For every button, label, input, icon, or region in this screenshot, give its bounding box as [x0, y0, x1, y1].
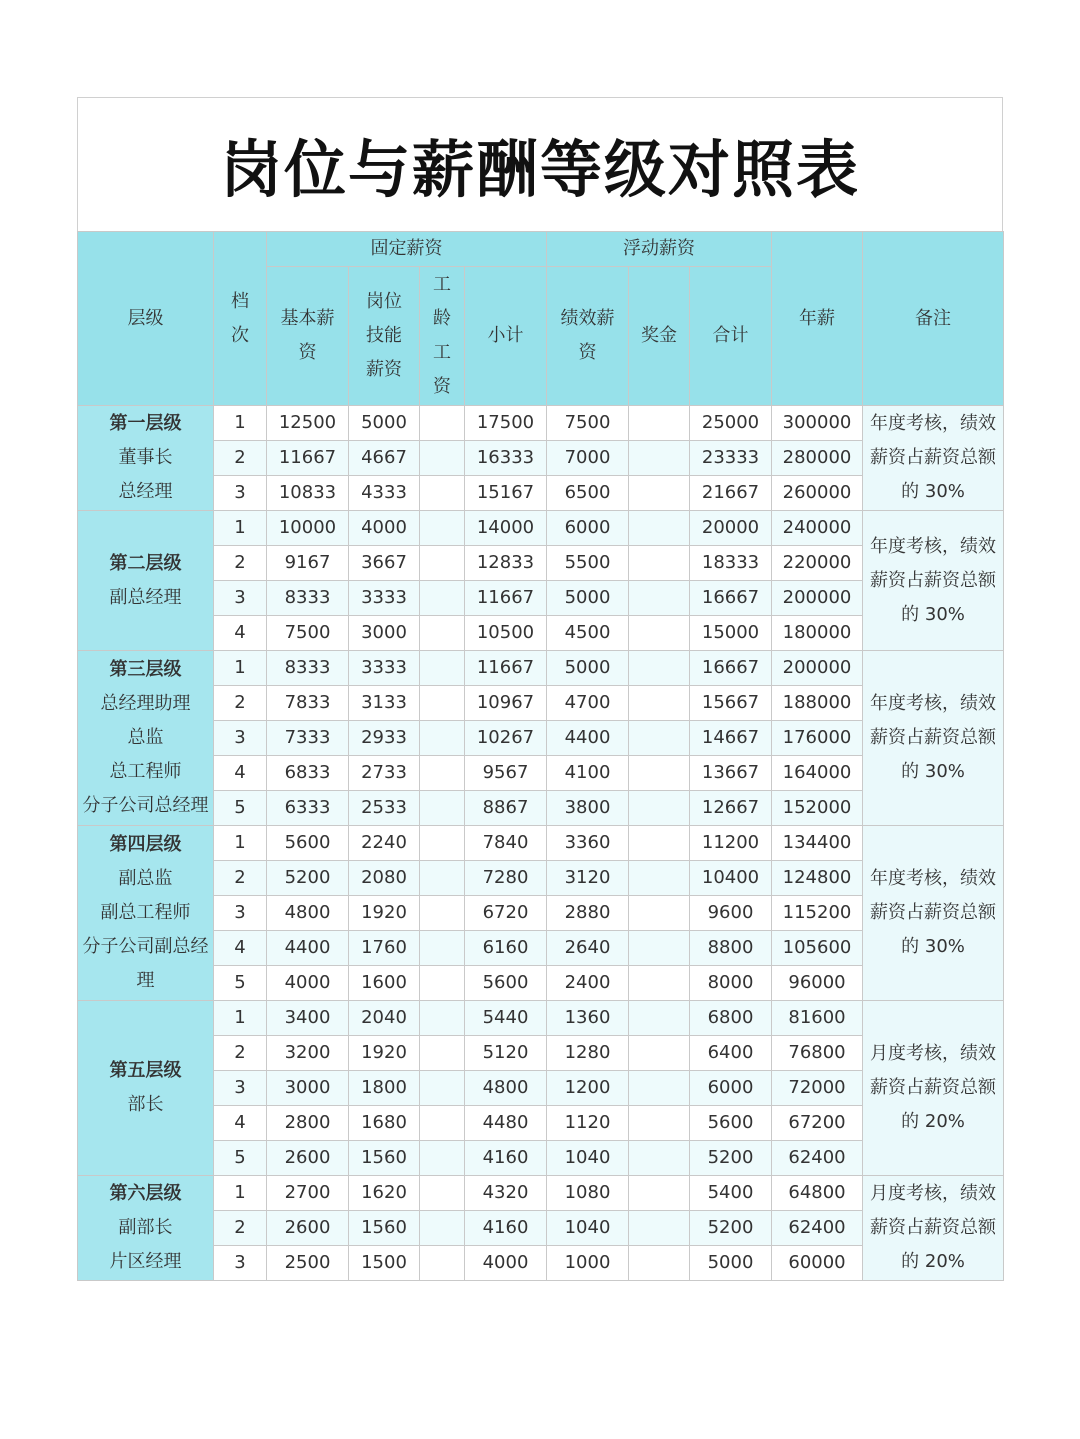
- cell-subtotal: 10500: [465, 616, 547, 651]
- cell-annual: 60000: [772, 1246, 863, 1281]
- cell-grade: 2: [214, 1036, 267, 1071]
- cell-perf: 4700: [547, 686, 629, 721]
- cell-annual: 62400: [772, 1141, 863, 1176]
- cell-total: 6400: [690, 1036, 772, 1071]
- cell-annual: 152000: [772, 791, 863, 826]
- cell-skill: 4667: [349, 441, 420, 476]
- cell-skill: 1560: [349, 1211, 420, 1246]
- cell-perf: 1280: [547, 1036, 629, 1071]
- cell-grade: 1: [214, 826, 267, 861]
- cell-annual: 300000: [772, 406, 863, 441]
- tier-level-cell: [78, 651, 214, 826]
- cell-subtotal: 4160: [465, 1141, 547, 1176]
- tier-title: 第五层级: [109, 1060, 182, 1081]
- cell-grade: 3: [214, 896, 267, 931]
- cell-total: 15667: [690, 686, 772, 721]
- header-grade: [214, 232, 267, 406]
- cell-subtotal: 4320: [465, 1176, 547, 1211]
- cell-grade: 1: [214, 406, 267, 441]
- cell-subtotal: 11667: [465, 581, 547, 616]
- cell-total: 5400: [690, 1176, 772, 1211]
- cell-seniority: [420, 1036, 465, 1071]
- cell-perf: 1000: [547, 1246, 629, 1281]
- header-total: 合计: [690, 267, 772, 406]
- cell-perf: 7000: [547, 441, 629, 476]
- header-perf-line: 绩效薪: [560, 308, 615, 329]
- cell-base: 4800: [267, 896, 349, 931]
- header-skill: [349, 267, 420, 406]
- cell-base: 5600: [267, 826, 349, 861]
- cell-bonus: [629, 1036, 690, 1071]
- cell-total: 10400: [690, 861, 772, 896]
- cell-seniority: [420, 1001, 465, 1036]
- cell-skill: 1680: [349, 1106, 420, 1141]
- cell-base: 7333: [267, 721, 349, 756]
- cell-grade: 4: [214, 756, 267, 791]
- table-row: [78, 826, 1004, 861]
- tier-title: 第二层级: [109, 552, 182, 574]
- cell-bonus: [629, 861, 690, 896]
- cell-grade: 4: [214, 1106, 267, 1141]
- cell-subtotal: 8867: [465, 791, 547, 826]
- cell-base: 6333: [267, 791, 349, 826]
- cell-perf: 6500: [547, 476, 629, 511]
- cell-subtotal: 4000: [465, 1246, 547, 1281]
- cell-bonus: [629, 1106, 690, 1141]
- cell-grade: 1: [214, 511, 267, 546]
- cell-subtotal: 10967: [465, 686, 547, 721]
- cell-seniority: [420, 826, 465, 861]
- cell-perf: 2640: [547, 931, 629, 966]
- cell-base: 3200: [267, 1036, 349, 1071]
- tier-note: 月度考核，绩效薪资占薪资总额的 20%: [863, 1001, 1004, 1176]
- table-row: [78, 406, 1004, 441]
- cell-subtotal: 10267: [465, 721, 547, 756]
- header-perf-line: 资: [578, 342, 597, 363]
- cell-annual: 188000: [772, 686, 863, 721]
- cell-bonus: [629, 1176, 690, 1211]
- cell-skill: 3133: [349, 686, 420, 721]
- cell-total: 14667: [690, 721, 772, 756]
- cell-seniority: [420, 1246, 465, 1281]
- cell-bonus: [629, 616, 690, 651]
- header-subtotal: 小计: [465, 267, 547, 406]
- tier-position: 副总经理: [109, 586, 182, 608]
- title-box: [77, 97, 1003, 231]
- table-row: [78, 1176, 1004, 1211]
- cell-annual: 180000: [772, 616, 863, 651]
- cell-total: 5000: [690, 1246, 772, 1281]
- header-skill-line: 岗位: [366, 291, 402, 312]
- header-base-line: 基本薪: [280, 308, 335, 329]
- cell-total: 16667: [690, 581, 772, 616]
- tier-position: 总经理: [118, 481, 173, 502]
- cell-base: 2600: [267, 1141, 349, 1176]
- cell-annual: 67200: [772, 1106, 863, 1141]
- tier-note: 年度考核，绩效薪资占薪资总额的 30%: [863, 511, 1004, 651]
- table-row: [78, 651, 1004, 686]
- cell-base: 3400: [267, 1001, 349, 1036]
- cell-annual: 200000: [772, 651, 863, 686]
- cell-skill: 1920: [349, 896, 420, 931]
- cell-skill: 2533: [349, 791, 420, 826]
- tier-level-cell: [78, 511, 214, 651]
- cell-base: 2500: [267, 1246, 349, 1281]
- tier-title: 第四层级: [109, 834, 182, 855]
- cell-bonus: [629, 721, 690, 756]
- cell-grade: 3: [214, 581, 267, 616]
- cell-total: 9600: [690, 896, 772, 931]
- tier-note: 年度考核，绩效薪资占薪资总额的 30%: [863, 826, 1004, 1001]
- cell-base: 7833: [267, 686, 349, 721]
- cell-grade: 3: [214, 1246, 267, 1281]
- cell-perf: 7500: [547, 406, 629, 441]
- cell-seniority: [420, 581, 465, 616]
- cell-perf: 1080: [547, 1176, 629, 1211]
- cell-total: 12667: [690, 791, 772, 826]
- cell-total: 20000: [690, 511, 772, 546]
- header-fixed-group: 固定薪资: [267, 232, 547, 267]
- cell-grade: 2: [214, 861, 267, 896]
- cell-annual: 124800: [772, 861, 863, 896]
- cell-skill: 2733: [349, 756, 420, 791]
- cell-base: 4400: [267, 931, 349, 966]
- cell-grade: 4: [214, 931, 267, 966]
- cell-bonus: [629, 581, 690, 616]
- cell-base: 9167: [267, 546, 349, 581]
- cell-bonus: [629, 931, 690, 966]
- cell-subtotal: 5120: [465, 1036, 547, 1071]
- cell-base: 2800: [267, 1106, 349, 1141]
- cell-base: 10000: [267, 511, 349, 546]
- cell-base: 5200: [267, 861, 349, 896]
- cell-skill: 1500: [349, 1246, 420, 1281]
- tier-level-cell: [78, 406, 214, 511]
- tier-title: 第六层级: [109, 1183, 182, 1204]
- header-perf: [547, 267, 629, 406]
- cell-annual: 62400: [772, 1211, 863, 1246]
- cell-annual: 176000: [772, 721, 863, 756]
- cell-perf: 1040: [547, 1211, 629, 1246]
- cell-total: 18333: [690, 546, 772, 581]
- cell-subtotal: 9567: [465, 756, 547, 791]
- cell-grade: 2: [214, 686, 267, 721]
- cell-total: 5200: [690, 1211, 772, 1246]
- header-annual: 年薪: [772, 232, 863, 406]
- cell-subtotal: 5600: [465, 966, 547, 1001]
- cell-seniority: [420, 966, 465, 1001]
- cell-total: 15000: [690, 616, 772, 651]
- tier-position: 副总工程师: [100, 902, 191, 923]
- cell-bonus: [629, 1211, 690, 1246]
- tier-title: 第三层级: [109, 659, 182, 680]
- cell-annual: 240000: [772, 511, 863, 546]
- cell-perf: 5000: [547, 581, 629, 616]
- cell-annual: 72000: [772, 1071, 863, 1106]
- cell-total: 11200: [690, 826, 772, 861]
- cell-skill: 2040: [349, 1001, 420, 1036]
- cell-bonus: [629, 441, 690, 476]
- cell-grade: 1: [214, 1176, 267, 1211]
- cell-perf: 5500: [547, 546, 629, 581]
- tier-position: 副总监: [118, 868, 173, 889]
- cell-annual: 200000: [772, 581, 863, 616]
- tier-position: 分子公司副总经理: [82, 936, 209, 991]
- cell-skill: 1560: [349, 1141, 420, 1176]
- cell-annual: 260000: [772, 476, 863, 511]
- cell-base: 10833: [267, 476, 349, 511]
- tier-position: 副部长: [118, 1217, 173, 1238]
- cell-perf: 2400: [547, 966, 629, 1001]
- cell-skill: 1600: [349, 966, 420, 1001]
- tier-position: 部长: [127, 1094, 164, 1115]
- cell-base: 8333: [267, 581, 349, 616]
- table-row: [78, 511, 1004, 546]
- cell-annual: 280000: [772, 441, 863, 476]
- cell-subtotal: 4480: [465, 1106, 547, 1141]
- cell-total: 21667: [690, 476, 772, 511]
- cell-bonus: [629, 1001, 690, 1036]
- cell-subtotal: 6720: [465, 896, 547, 931]
- cell-seniority: [420, 931, 465, 966]
- cell-grade: 4: [214, 616, 267, 651]
- tier-position: 董事长: [118, 447, 173, 468]
- cell-bonus: [629, 406, 690, 441]
- header-base-line: 资: [298, 342, 317, 363]
- table-header: [78, 232, 1004, 406]
- cell-perf: 3360: [547, 826, 629, 861]
- cell-bonus: [629, 966, 690, 1001]
- cell-base: 3000: [267, 1071, 349, 1106]
- cell-total: 5200: [690, 1141, 772, 1176]
- header-skill-line: 薪资: [366, 359, 402, 380]
- header-base: [267, 267, 349, 406]
- cell-skill: 1920: [349, 1036, 420, 1071]
- cell-perf: 4500: [547, 616, 629, 651]
- tier-title: 第一层级: [109, 413, 182, 434]
- cell-subtotal: 17500: [465, 406, 547, 441]
- cell-seniority: [420, 441, 465, 476]
- cell-perf: 2880: [547, 896, 629, 931]
- cell-bonus: [629, 476, 690, 511]
- cell-seniority: [420, 756, 465, 791]
- cell-subtotal: 16333: [465, 441, 547, 476]
- header-seniority-line: 工: [433, 274, 451, 295]
- header-seniority-line: 资: [433, 376, 451, 397]
- cell-perf: 4400: [547, 721, 629, 756]
- cell-total: 5600: [690, 1106, 772, 1141]
- header-grade-line: 档: [231, 290, 249, 312]
- tier-level-cell: [78, 826, 214, 1001]
- cell-skill: 1620: [349, 1176, 420, 1211]
- cell-bonus: [629, 686, 690, 721]
- cell-total: 23333: [690, 441, 772, 476]
- table-body: [78, 406, 1004, 1281]
- cell-bonus: [629, 1246, 690, 1281]
- tier-level-cell: [78, 1001, 214, 1176]
- cell-annual: 105600: [772, 931, 863, 966]
- cell-skill: 3000: [349, 616, 420, 651]
- tier-position: 总经理助理: [100, 693, 191, 714]
- cell-skill: 2933: [349, 721, 420, 756]
- cell-grade: 5: [214, 1141, 267, 1176]
- cell-skill: 2080: [349, 861, 420, 896]
- cell-subtotal: 15167: [465, 476, 547, 511]
- header-level: 层级: [78, 232, 214, 406]
- cell-annual: 164000: [772, 756, 863, 791]
- cell-perf: 3120: [547, 861, 629, 896]
- cell-total: 25000: [690, 406, 772, 441]
- cell-grade: 3: [214, 1071, 267, 1106]
- cell-perf: 1200: [547, 1071, 629, 1106]
- cell-seniority: [420, 861, 465, 896]
- cell-annual: 134400: [772, 826, 863, 861]
- tier-position: 片区经理: [109, 1251, 182, 1272]
- cell-seniority: [420, 686, 465, 721]
- cell-perf: 3800: [547, 791, 629, 826]
- header-skill-line: 技能: [366, 325, 402, 346]
- cell-skill: 4333: [349, 476, 420, 511]
- cell-subtotal: 7840: [465, 826, 547, 861]
- cell-grade: 2: [214, 546, 267, 581]
- cell-bonus: [629, 1141, 690, 1176]
- cell-base: 4000: [267, 966, 349, 1001]
- cell-subtotal: 7280: [465, 861, 547, 896]
- cell-seniority: [420, 1141, 465, 1176]
- cell-seniority: [420, 791, 465, 826]
- cell-seniority: [420, 1106, 465, 1141]
- tier-note: 月度考核，绩效薪资占薪资总额的 20%: [863, 1176, 1004, 1281]
- cell-subtotal: 14000: [465, 511, 547, 546]
- header-seniority-line: 龄: [433, 308, 451, 329]
- cell-annual: 81600: [772, 1001, 863, 1036]
- cell-annual: 115200: [772, 896, 863, 931]
- cell-total: 8000: [690, 966, 772, 1001]
- cell-perf: 1040: [547, 1141, 629, 1176]
- cell-seniority: [420, 616, 465, 651]
- cell-total: 6000: [690, 1071, 772, 1106]
- header-seniority: [420, 267, 465, 406]
- cell-grade: 3: [214, 476, 267, 511]
- cell-grade: 2: [214, 1211, 267, 1246]
- cell-base: 6833: [267, 756, 349, 791]
- header-bonus: 奖金: [629, 267, 690, 406]
- cell-base: 2600: [267, 1211, 349, 1246]
- cell-subtotal: 5440: [465, 1001, 547, 1036]
- cell-annual: 96000: [772, 966, 863, 1001]
- cell-seniority: [420, 896, 465, 931]
- cell-bonus: [629, 651, 690, 686]
- cell-grade: 5: [214, 791, 267, 826]
- cell-perf: 1120: [547, 1106, 629, 1141]
- cell-seniority: [420, 511, 465, 546]
- header-note: 备注: [863, 232, 1004, 406]
- cell-seniority: [420, 721, 465, 756]
- cell-seniority: [420, 406, 465, 441]
- tier-note: 年度考核，绩效薪资占薪资总额的 30%: [863, 406, 1004, 511]
- cell-skill: 1760: [349, 931, 420, 966]
- cell-skill: 4000: [349, 511, 420, 546]
- cell-perf: 5000: [547, 651, 629, 686]
- tier-position: 分子公司总经理: [82, 795, 209, 816]
- cell-perf: 6000: [547, 511, 629, 546]
- cell-bonus: [629, 756, 690, 791]
- cell-skill: 1800: [349, 1071, 420, 1106]
- cell-seniority: [420, 651, 465, 686]
- cell-bonus: [629, 1071, 690, 1106]
- cell-skill: 5000: [349, 406, 420, 441]
- cell-seniority: [420, 1176, 465, 1211]
- cell-base: 11667: [267, 441, 349, 476]
- tier-position: 总工程师: [109, 761, 182, 782]
- cell-perf: 1360: [547, 1001, 629, 1036]
- header-seniority-line: 工: [433, 342, 451, 363]
- cell-annual: 76800: [772, 1036, 863, 1071]
- cell-grade: 3: [214, 721, 267, 756]
- cell-base: 12500: [267, 406, 349, 441]
- cell-seniority: [420, 476, 465, 511]
- cell-seniority: [420, 1071, 465, 1106]
- table-row: [78, 1001, 1004, 1036]
- cell-skill: 3333: [349, 651, 420, 686]
- cell-grade: 2: [214, 441, 267, 476]
- cell-base: 7500: [267, 616, 349, 651]
- cell-grade: 1: [214, 1001, 267, 1036]
- cell-perf: 4100: [547, 756, 629, 791]
- cell-grade: 1: [214, 651, 267, 686]
- cell-bonus: [629, 826, 690, 861]
- tier-note: 年度考核，绩效薪资占薪资总额的 30%: [863, 651, 1004, 826]
- cell-annual: 220000: [772, 546, 863, 581]
- cell-total: 16667: [690, 651, 772, 686]
- salary-table: [77, 231, 1004, 1281]
- cell-base: 2700: [267, 1176, 349, 1211]
- salary-sheet: [77, 97, 1003, 1281]
- tier-level-cell: [78, 1176, 214, 1281]
- cell-seniority: [420, 546, 465, 581]
- cell-grade: 5: [214, 966, 267, 1001]
- header-grade-line: 次: [231, 324, 249, 346]
- tier-position: 总监: [127, 727, 164, 748]
- cell-skill: 3333: [349, 581, 420, 616]
- header-float-group: 浮动薪资: [547, 232, 772, 267]
- cell-bonus: [629, 896, 690, 931]
- cell-subtotal: 6160: [465, 931, 547, 966]
- cell-skill: 3667: [349, 546, 420, 581]
- cell-bonus: [629, 511, 690, 546]
- cell-total: 8800: [690, 931, 772, 966]
- cell-annual: 64800: [772, 1176, 863, 1211]
- cell-bonus: [629, 546, 690, 581]
- cell-subtotal: 12833: [465, 546, 547, 581]
- cell-base: 8333: [267, 651, 349, 686]
- cell-total: 13667: [690, 756, 772, 791]
- page-title: 岗位与薪酬等级对照表: [219, 133, 860, 206]
- cell-subtotal: 4800: [465, 1071, 547, 1106]
- cell-total: 6800: [690, 1001, 772, 1036]
- cell-subtotal: 4160: [465, 1211, 547, 1246]
- cell-subtotal: 11667: [465, 651, 547, 686]
- cell-seniority: [420, 1211, 465, 1246]
- cell-bonus: [629, 791, 690, 826]
- cell-skill: 2240: [349, 826, 420, 861]
